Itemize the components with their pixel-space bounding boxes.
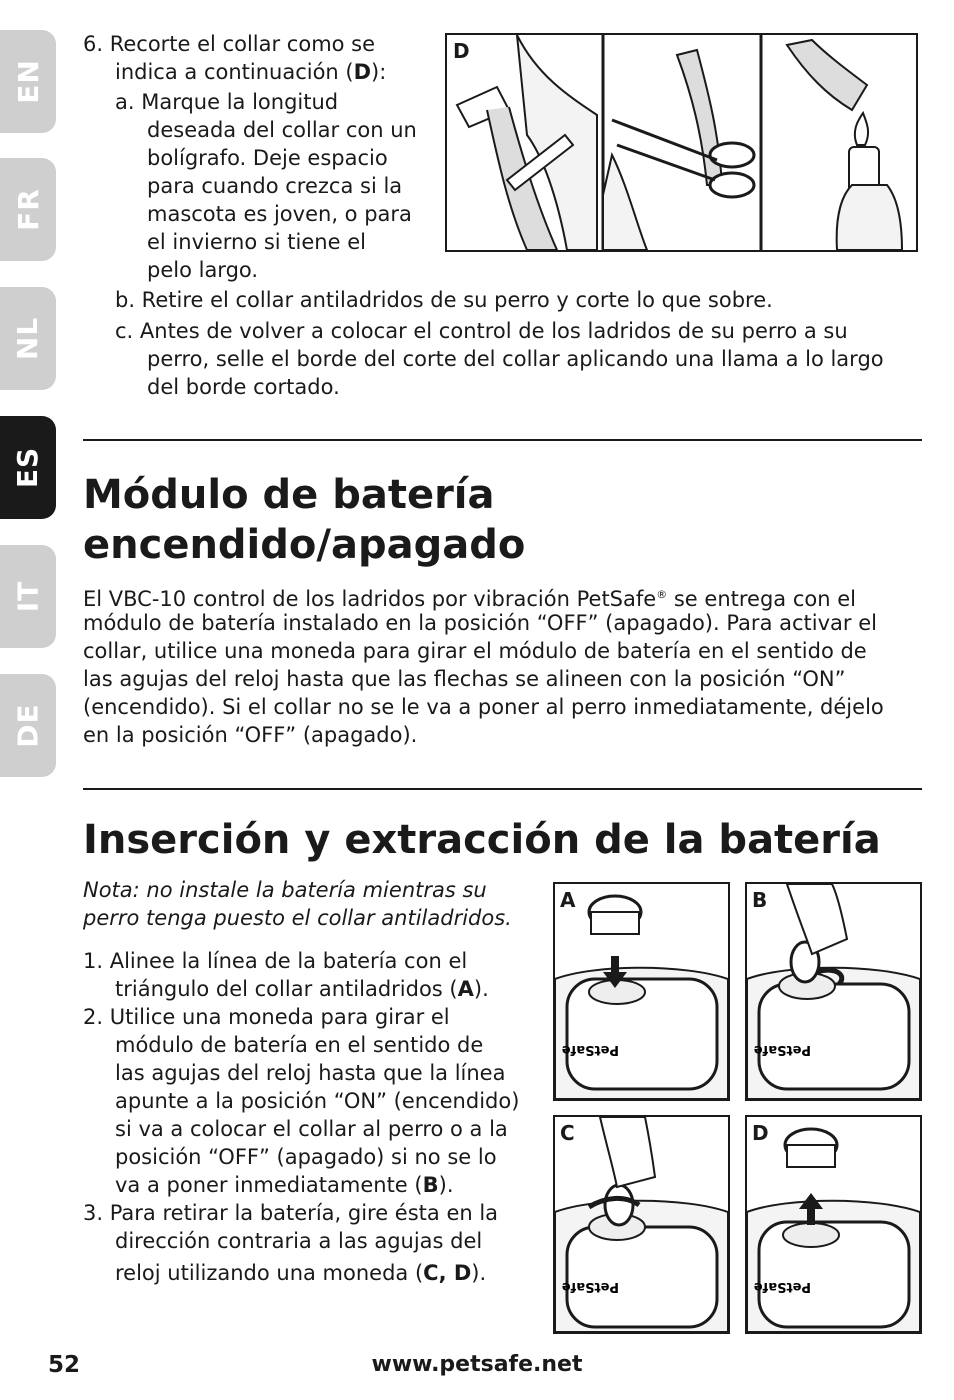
tab-es — [0, 416, 56, 519]
step2-line-5: si va a colocar el collar al perro o a la — [115, 1117, 508, 1141]
step2-line-2: módulo de batería en el sentido de — [115, 1033, 484, 1057]
battery-figure-d — [745, 1115, 922, 1334]
section1-para-line-2: módulo de batería instalado en la posición “OFF” (apagado). Para activar el — [83, 611, 877, 635]
brand-text-d: PetSafe — [753, 1279, 811, 1294]
step3-line-1: 3. Para retirar la batería, gire ésta en la — [83, 1201, 499, 1225]
section1-para-line-6: en la posición “OFF” (apagado). — [83, 723, 418, 747]
note-line-2: perro tenga puesto el collar antiladridos. — [83, 906, 512, 930]
step2-line-6: posición “OFF” (apagado) si no se lo — [115, 1145, 497, 1169]
tab-it-label: IT — [11, 580, 45, 613]
step6-intro-2: indica a continuación (D): — [115, 60, 387, 84]
figure-label-d: D — [752, 1121, 769, 1145]
tab-en — [0, 30, 56, 133]
step6a-line-2: deseada del collar con un — [147, 118, 417, 142]
note-line-1: Nota: no instale la batería mientras su — [83, 878, 487, 902]
step3-line-2: dirección contraria a las agujas del — [115, 1229, 483, 1253]
tab-en-label: EN — [11, 59, 45, 104]
step1-line-1: 1. Alinee la línea de la batería con el — [83, 949, 468, 973]
step6c-line-2: perro, selle el borde del corte del collar aplicando una llama a lo largo — [147, 347, 884, 371]
battery-illustration-b — [747, 884, 920, 1099]
step6c-line-1: c. Antes de volver a colocar el control de los ladridos de su perro a su — [115, 319, 848, 343]
step6a-line-4: para cuando crezca si la — [147, 174, 403, 198]
tab-es-label: ES — [11, 446, 45, 489]
section1-para-line-3: collar, utilice una moneda para girar el módulo de batería en el sentido de — [83, 639, 867, 663]
section1-para-line-1: El VBC-10 control de los ladridos por vibración PetSafe® se entrega con el — [83, 587, 856, 611]
step3-line-3: reloj utilizando una moneda (C, D). — [115, 1261, 487, 1285]
battery-illustration-a — [555, 884, 728, 1099]
section1-para-line-5: (encendido). Si el collar no se le va a poner al perro inmediatamente, déjelo — [83, 695, 884, 719]
figure-label-a: A — [560, 888, 576, 912]
tab-it — [0, 545, 56, 648]
step6a-line-6: el invierno si tiene el — [147, 230, 366, 254]
step6a-line-7: pelo largo. — [147, 258, 259, 282]
figure-label-top-d: D — [453, 39, 470, 63]
step6-intro: 6. Recorte el collar como se — [83, 32, 376, 56]
footer-url[interactable]: www.petsafe.net — [371, 1352, 583, 1377]
step6a-line-3: bolígrafo. Deje espacio — [147, 146, 388, 170]
tab-de — [0, 674, 56, 777]
battery-figure-a — [553, 882, 730, 1101]
step2-line-3: las agujas del reloj hasta que la línea — [115, 1061, 506, 1085]
step2-line-7: va a poner inmediatamente (B). — [115, 1173, 454, 1197]
brand-text-b: PetSafe — [753, 1042, 811, 1057]
section2-title: Inserción y extracción de la batería — [83, 817, 881, 863]
brand-text-c: PetSafe — [561, 1279, 619, 1294]
page-number: 52 — [48, 1352, 81, 1378]
tab-nl-label: NL — [11, 316, 45, 361]
step1-line-2: triángulo del collar antiladridos (A). — [115, 977, 489, 1001]
step6a-line-5: mascota es joven, o para — [147, 202, 412, 226]
section1-title-line-2: encendido/apagado — [83, 522, 526, 568]
battery-illustration-c — [555, 1117, 728, 1332]
step6c-line-3: del borde cortado. — [147, 375, 340, 399]
tab-fr-label: FR — [11, 188, 45, 231]
tab-nl — [0, 287, 56, 390]
section1-title-line-1: Módulo de batería — [83, 472, 495, 518]
collar-trim-figure — [445, 33, 918, 252]
step2-line-4: apunte a la posición “ON” (encendido) — [115, 1089, 520, 1113]
step6a-line-1: a. Marque la longitud — [115, 90, 339, 114]
collar-trim-illustration — [447, 35, 916, 250]
step2-line-1: 2. Utilice una moneda para girar el — [83, 1005, 450, 1029]
step6b: b. Retire el collar antiladridos de su perro y corte lo que sobre. — [115, 288, 773, 312]
battery-figure-b — [745, 882, 922, 1101]
figure-label-c: C — [560, 1121, 575, 1145]
tab-de-label: DE — [11, 703, 45, 748]
divider-2 — [83, 788, 922, 790]
battery-illustration-d — [747, 1117, 920, 1332]
battery-figure-c — [553, 1115, 730, 1334]
tab-fr — [0, 158, 56, 261]
brand-text-a: PetSafe — [561, 1042, 619, 1057]
figure-label-b: B — [752, 888, 768, 912]
divider-1 — [83, 439, 922, 441]
section1-para-line-4: las agujas del reloj hasta que las flechas se alineen con la posición “ON” — [83, 667, 846, 691]
